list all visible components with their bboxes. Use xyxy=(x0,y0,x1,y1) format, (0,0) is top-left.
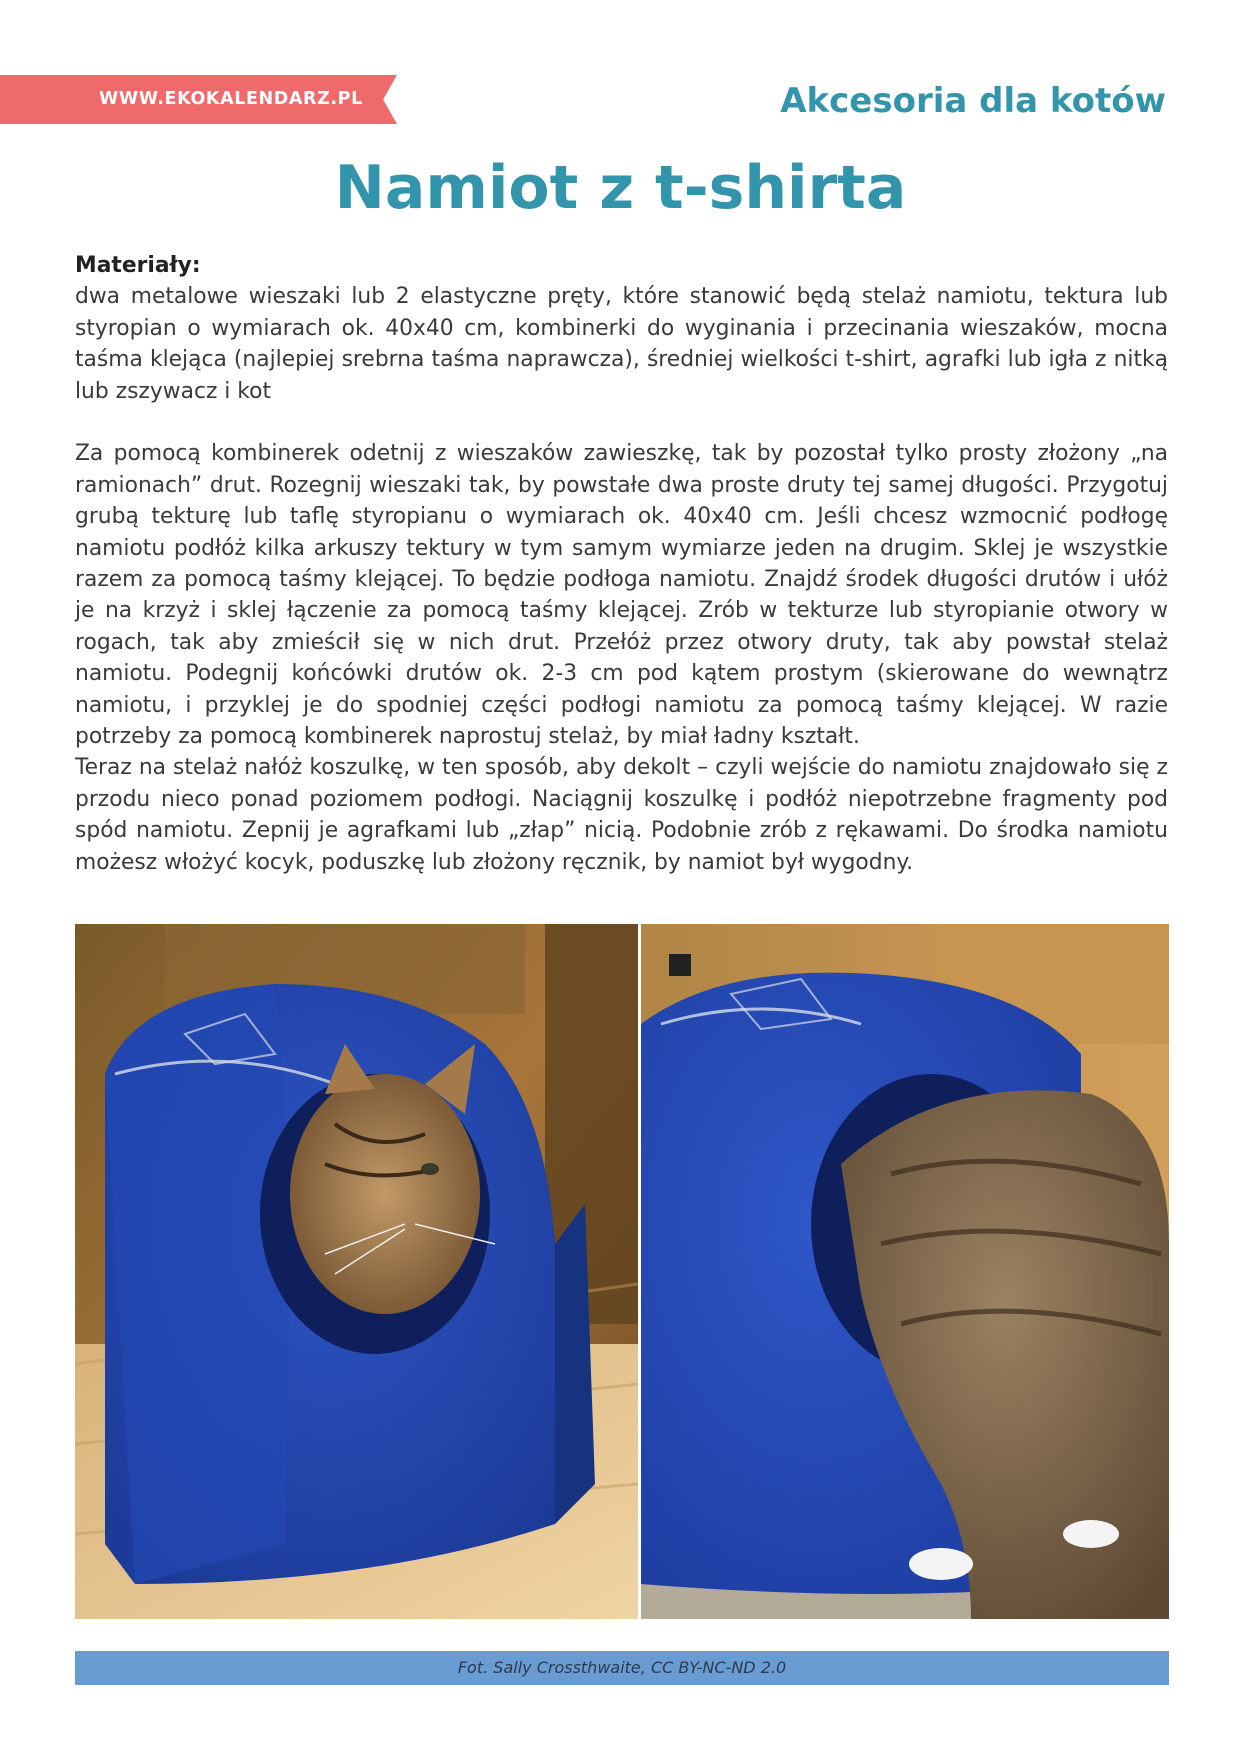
photo-caption: Fot. Sally Crossthwaite, CC BY-NC-ND 2.0 xyxy=(457,1658,787,1677)
category-heading: Akcesoria dla kotów xyxy=(780,81,1166,121)
article-body xyxy=(75,250,1168,878)
photo-area xyxy=(75,924,1169,1619)
cat-tent-photo-right xyxy=(641,924,1169,1619)
website-link[interactable]: WWW.EKOKALENDARZ.PL xyxy=(99,89,363,109)
materials-text: dwa metalowe wieszaki lub 2 elastyczne pręty, które stanowić będą stelaż namiotu, tektura lub styropian o wymiarach ok. 40x40 cm, kombinerki do wyginania i przecinania wieszaków, mocna taśma klejąca (najlepiej srebrna taśma naprawcza), średniej wielkości t-shirt, agrafki lub igła z nitką lub zszywacz i kot xyxy=(75,284,1168,404)
paragraph-gap xyxy=(75,407,1168,438)
photo-caption-bar xyxy=(75,1651,1169,1685)
instructions-paragraph-1: Za pomocą kombinerek odetnij z wieszaków zawieszkę, tak by pozostał tylko prosty złożony „na ramionach” drut. Rozegnij wieszaki tak, by powstałe dwa proste druty tej samej długości. Przygotuj grubą tekturę lub taflę styropianu o wymiarach ok. 40x40 cm. Jeśli chcesz wzmocnić podłogę namiotu podłóż kilka arkuszy tektury w tym samym wymiarze jeden na drugim. Sklej je wszystkie razem za pomocą taśmy klejącej. To będzie podłoga namiotu. Znajdź środek długości drutów i ułóż je na krzyż i sklej łączenie za pomocą taśmy klejącej. Zrób w tekturze lub styropianie otwory w rogach, tak aby zmieścił się w nich drut. Przełóż przez otwory druty, tak aby powstał stelaż namiotu. Podegnij końcówki drutów ok. 2-3 cm pod kątem prostym (skierowane do wewnątrz namiotu, i przyklej je do spodniej części podłogi namiotu za pomocą taśmy klejącej. W razie potrzeby za pomocą kombinerek naprostuj stelaż, by miał ładny kształt. xyxy=(75,441,1168,750)
cat-tent-photo-left xyxy=(75,924,638,1619)
instructions-paragraph-2: Teraz na stelaż nałóż koszulkę, w ten sposób, aby dekolt – czyli wejście do namiotu znajdowało się z przodu nieco ponad poziomem podłogi. Naciągnij koszulkę i podłóż niepotrzebne fragmenty pod spód namiotu. Zepnij je agrafkami lub „złap” nicią. Podobnie zrób z rękawami. Do środka namiotu możesz włożyć kocyk, poduszkę lub złożony ręcznik, by namiot był wygodny. xyxy=(75,755,1168,875)
page-title: Namiot z t-shirta xyxy=(334,153,907,223)
materials-label: Materiały: xyxy=(75,253,201,278)
